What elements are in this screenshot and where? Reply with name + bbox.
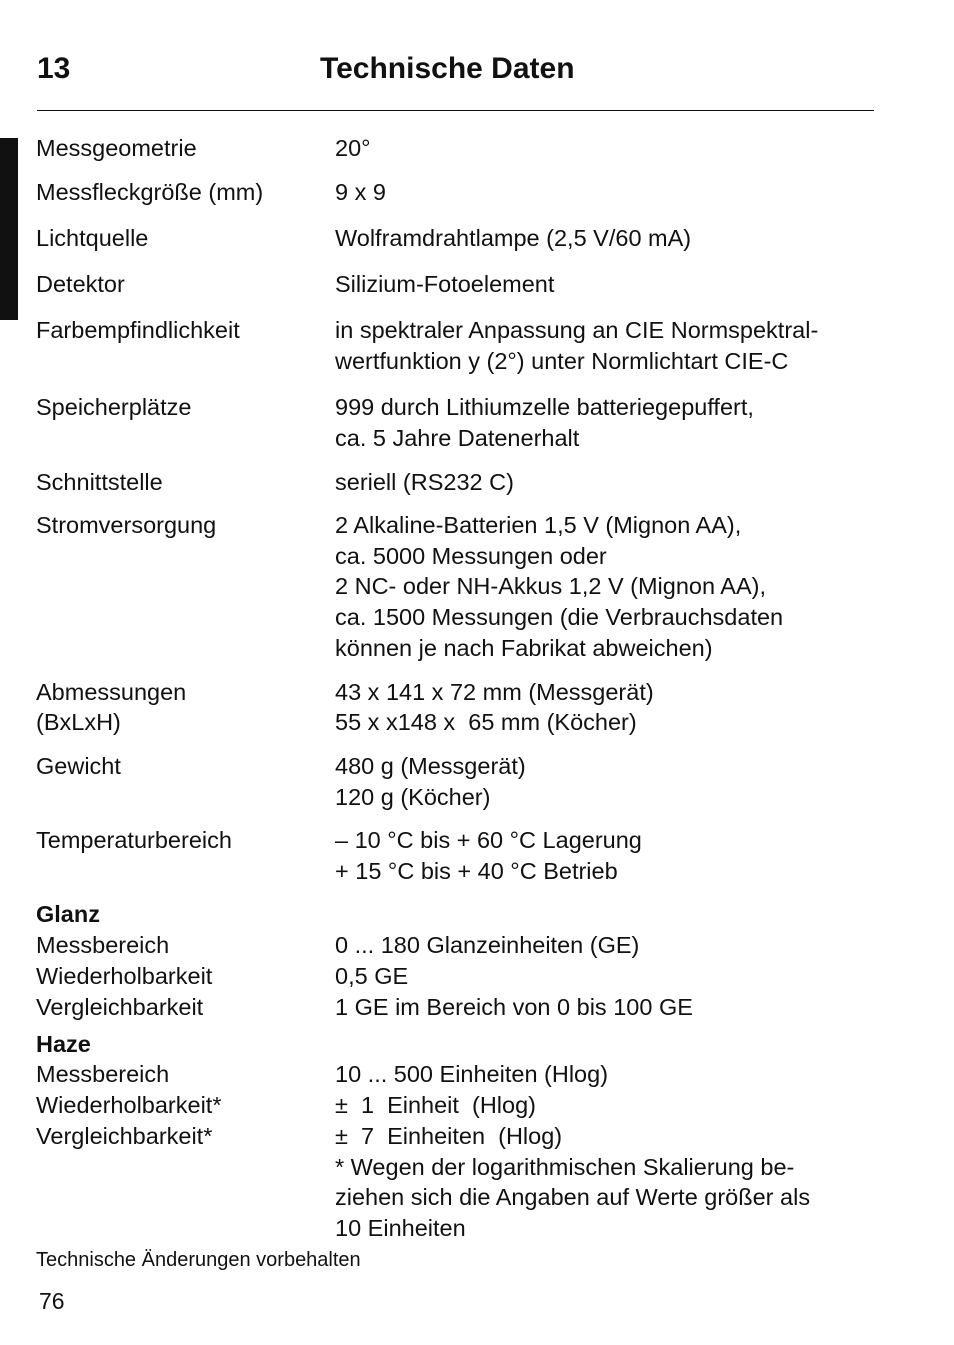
spec-label: Schnittstelle bbox=[36, 469, 163, 495]
spec-value: 43 x 141 x 72 mm (Messgerät) bbox=[335, 679, 654, 705]
spec-label: Temperaturbereich bbox=[36, 827, 232, 853]
spec-label: Lichtquelle bbox=[36, 225, 149, 251]
spec-value: 2 Alkaline-Batterien 1,5 V (Mignon AA), bbox=[335, 512, 742, 538]
spec-label: Detektor bbox=[36, 271, 125, 297]
spec-label: Wiederholbarkeit* bbox=[36, 1092, 222, 1118]
spec-value: ca. 5 Jahre Datenerhalt bbox=[335, 425, 580, 451]
header-rule bbox=[37, 110, 874, 111]
section-tab-marker bbox=[0, 138, 18, 320]
spec-label: Messbereich bbox=[36, 1061, 170, 1087]
spec-value: Silizium-Fotoelement bbox=[335, 271, 555, 297]
spec-label: Speicherplätze bbox=[36, 394, 192, 420]
spec-label: Wiederholbarkeit bbox=[36, 963, 213, 989]
spec-value: in spektraler Anpassung an CIE Normspektral- bbox=[335, 317, 819, 343]
spec-label: Farbempfindlichkeit bbox=[36, 317, 240, 343]
spec-value: 480 g (Messgerät) bbox=[335, 753, 526, 779]
spec-value: ca. 1500 Messungen (die Verbrauchsdaten bbox=[335, 604, 784, 630]
spec-value: ± 7 Einheiten (Hlog) bbox=[335, 1123, 563, 1149]
spec-value: 0,5 GE bbox=[335, 963, 409, 989]
spec-value: 2 NC- oder NH-Akkus 1,2 V (Mignon AA), bbox=[335, 573, 766, 599]
spec-label-sub: (BxLxH) bbox=[36, 709, 121, 735]
spec-label: Vergleichbarkeit bbox=[36, 994, 204, 1020]
spec-value: 999 durch Lithiumzelle batteriegepuffert, bbox=[335, 394, 754, 420]
glanz-heading: Glanz bbox=[36, 901, 100, 927]
footer-note: Technische Änderungen vorbehalten bbox=[36, 1249, 361, 1271]
footnote-text: ziehen sich die Angaben auf Werte größer als bbox=[335, 1184, 811, 1210]
spec-label: Vergleichbarkeit* bbox=[36, 1123, 213, 1149]
footnote-text: 10 Einheiten bbox=[335, 1215, 466, 1241]
spec-value: 10 ... 500 Einheiten (Hlog) bbox=[335, 1061, 609, 1087]
spec-value: 55 x x148 x 65 mm (Köcher) bbox=[335, 709, 637, 735]
footnote-text: * Wegen der logarithmischen Skalierung be- bbox=[335, 1154, 795, 1180]
spec-value: 9 x 9 bbox=[335, 179, 386, 205]
spec-label: Abmessungen bbox=[36, 679, 187, 705]
spec-value: 20° bbox=[335, 135, 371, 161]
spec-value: 120 g (Köcher) bbox=[335, 784, 491, 810]
chapter-number: 13 bbox=[37, 52, 71, 85]
spec-label: Gewicht bbox=[36, 753, 121, 779]
spec-value: 1 GE im Bereich von 0 bis 100 GE bbox=[335, 994, 693, 1020]
haze-heading: Haze bbox=[36, 1031, 91, 1057]
spec-value: können je nach Fabrikat abweichen) bbox=[335, 635, 713, 661]
spec-label: Messbereich bbox=[36, 932, 170, 958]
spec-value: – 10 °C bis + 60 °C Lagerung bbox=[335, 827, 642, 853]
spec-value: 0 ... 180 Glanzeinheiten (GE) bbox=[335, 932, 640, 958]
spec-value: ca. 5000 Messungen oder bbox=[335, 543, 607, 569]
chapter-title: Technische Daten bbox=[320, 52, 575, 85]
spec-value: wertfunktion y (2°) unter Normlichtart CIE-C bbox=[335, 348, 789, 374]
spec-label: Messfleckgröße (mm) bbox=[36, 179, 264, 205]
spec-value: ± 1 Einheit (Hlog) bbox=[335, 1092, 536, 1118]
spec-value: Wolframdrahtlampe (2,5 V/60 mA) bbox=[335, 225, 692, 251]
spec-value: seriell (RS232 C) bbox=[335, 469, 514, 495]
spec-label: Messgeometrie bbox=[36, 135, 197, 161]
spec-label: Stromversorgung bbox=[36, 512, 217, 538]
page-number: 76 bbox=[39, 1288, 65, 1314]
spec-value: + 15 °C bis + 40 °C Betrieb bbox=[335, 858, 618, 884]
